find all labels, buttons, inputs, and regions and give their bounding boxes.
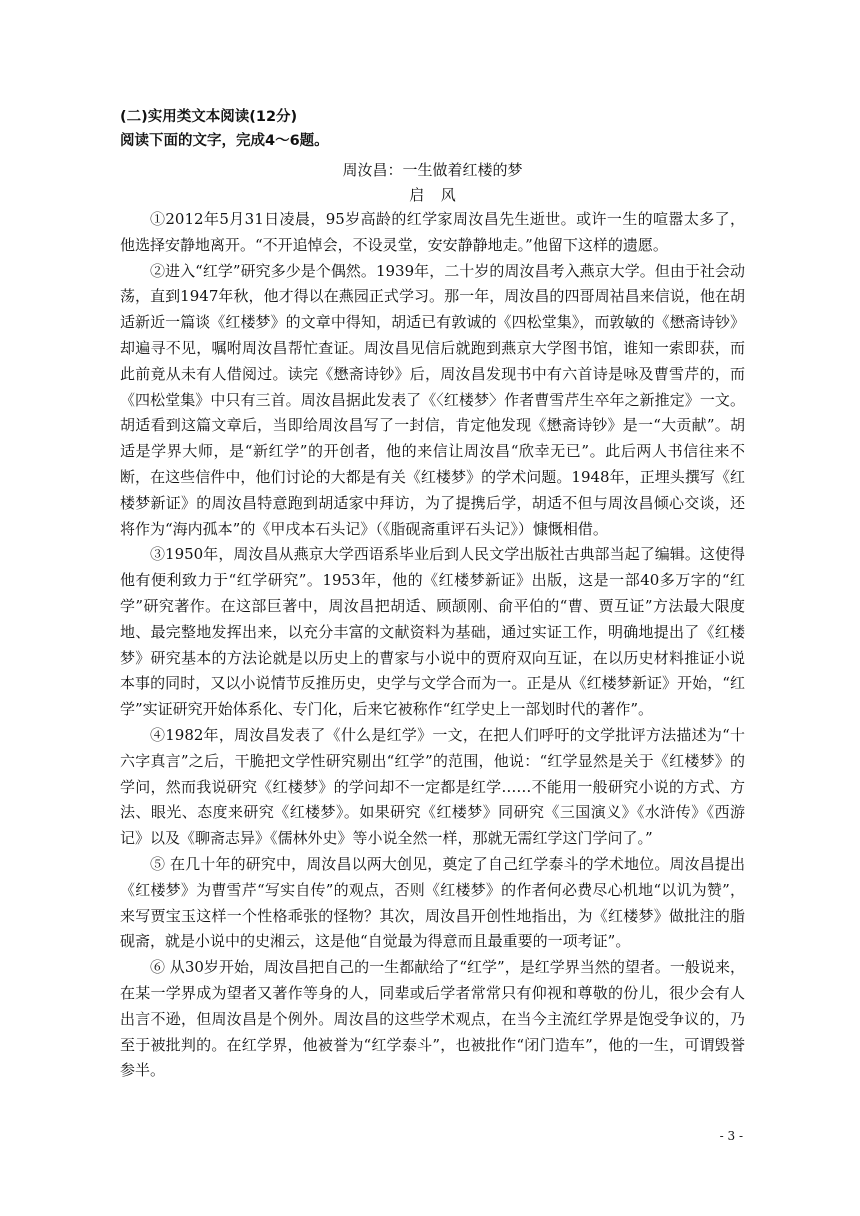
paragraph-6: ⑥ 从30岁开始，周汝昌把自己的一生都献给了“红学”，是红学界当然的望者。一般说来，在某一学界成为望者又著作等身的人，同辈或后学者常常只有仰视和尊敬的份儿，很少会有人出言不逊，但周汝昌是个例外。周汝昌的这些学术观点，在当今主流红学界是饱受争议的，乃至于被批判的。在红学界，他被誉为“红学泰斗”，也被批作“闭门造车”，他的一生，可谓毁誉参半。 [120, 958, 745, 1080]
article-title: 周汝昌：一生做着红楼的梦 [342, 161, 523, 179]
paragraph-5: ⑤ 在几十年的研究中，周汝昌以两大创见，奠定了自己红学泰斗的学术地位。周汝昌提出《红楼梦》为曹雪芹“写实自传”的观点，否则《红楼梦》的作者何必费尽心机地“以讥为赞”，来写贾宝玉这样一个性格乖张的怪物？其次，周汝昌开创性地指出，为《红楼梦》做批注的脂砚斋，就是小说中的史湘云，这是他“自觉最为得意而且最重要的一项考证”。 [120, 854, 745, 951]
article-author: 启风 [409, 186, 473, 204]
section-heading: (二)实用类文本阅读(12分) [120, 109, 298, 125]
page-number: - 3 - [719, 1129, 743, 1143]
reading-instruction: 阅读下面的文字，完成4～6题。 [120, 133, 329, 149]
paragraph-1: ①2012年5月31日凌晨，95岁高龄的红学家周汝昌先生逝世。或许一生的喧嚣太多了，他选择安静地离开。“不开追悼会，不设灵堂，安安静静地走。”他留下这样的遗愿。 [120, 210, 745, 254]
page-content [120, 105, 745, 1084]
paragraph-4: ④1982年，周汝昌发表了《什么是红学》一文，在把人们呼吁的文学批评方法描述为“十六字真言”之后，干脆把文学性研究剔出“红学”的范围，他说：“红学显然是关于《红楼梦》的学问，然而我说研究《红楼梦》的学问却不一定都是红学……不能用一般研究小说的方式、方法、眼光、态度来研究《红楼梦》。如果研究《红楼梦》同研究《三国演义》《水浒传》《西游记》以及《聊斋志异》《儒林外史》等小说全然一样，那就无需红学这门学问了。” [120, 725, 745, 848]
paragraph-3: ③1950年，周汝昌从燕京大学西语系毕业后到人民文学出版社古典部当起了编辑。这使得他有便利致力于“红学研究”。1953年，他的《红楼梦新证》出版，这是一部40多万字的“红学”研究著作。在这部巨著中，周汝昌把胡适、顾颉刚、俞平伯的“曹、贾互证”方法最大限度地、最完整地发挥出来，以充分丰富的文献资料为基础，通过实证工作，明确地提出了《红楼梦》研究基本的方法论就是以历史上的曹家与小说中的贾府双向互证，在以历史材料推证小说本事的同时，又以小说情节反推历史，史学与文学合而为一。正是从《红楼梦新证》开始，“红学”实证研究开始体系化、专门化，后来它被称作“红学史上一部划时代的著作”。 [120, 545, 745, 719]
paragraph-2: ②进入“红学”研究多少是个偶然。1939年，二十岁的周汝昌考入燕京大学。但由于社会动荡，直到1947年秋，他才得以在燕园正式学习。那一年，周汝昌的四哥周祜昌来信说，他在胡适新近一篇谈《红楼梦》的文章中得知，胡适已有敦诚的《四松堂集》，而敦敏的《懋斋诗钞》却遍寻不见，嘱咐周汝昌帮忙查证。周汝昌见信后就跑到燕京大学图书馆，谁知一索即获，而此前竟从未有人借阅过。读完《懋斋诗钞》后，周汝昌发现书中有六首诗是咏及曹雪芹的，而《四松堂集》中只有三首。周汝昌据此发表了《〈红楼梦〉作者曹雪芹生卒年之新推定》一文。胡适看到这篇文章后，当即给周汝昌写了一封信，肯定他发现《懋斋诗钞》是一“大贡献”。胡适是学界大师，是“新红学”的开创者，他的来信让周汝昌“欣幸无已”。此后两人书信往来不断，在这些信件中，他们讨论的大都是有关《红楼梦》的学术问题。1948年，正埋头撰写《红楼梦新证》的周汝昌特意跑到胡适家中拜访，为了提携后学，胡适不但与周汝昌倾心交谈，还将作为“海内孤本”的《甲戌本石头记》（《脂砚斋重评石头记》）慷慨相借。 [120, 261, 745, 538]
